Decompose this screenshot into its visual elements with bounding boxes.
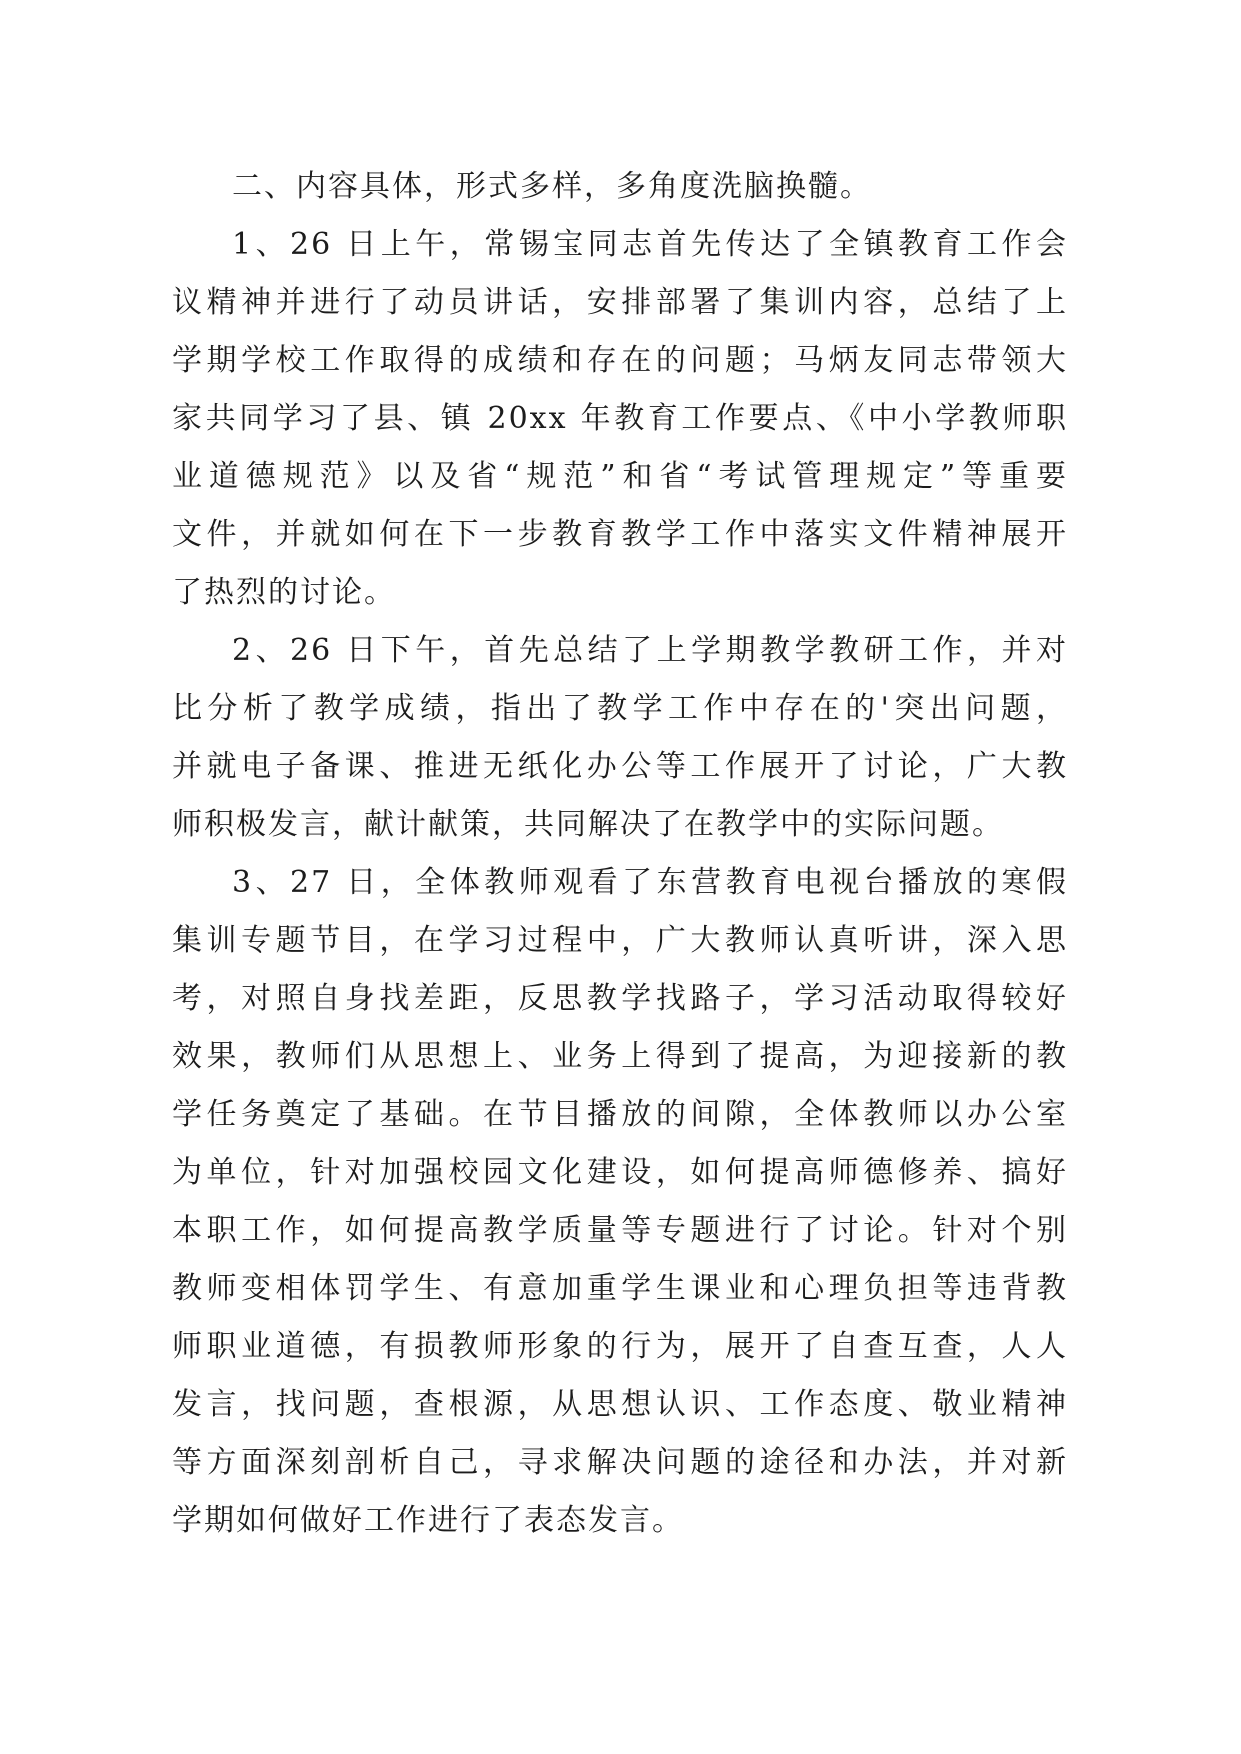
text-line: 3、27 日，全体教师观看了东营教育电视台播放的寒假 [232,865,1068,900]
paragraph [172,622,1068,854]
section-heading [172,158,1068,216]
text-line: 比分析了教学成绩，指出了教学工作中存在的'突出问题， [172,691,1068,726]
text-line: 等方面深刻剖析自己，寻求解决问题的途径和办法，并对新 [172,1445,1068,1480]
text-line: 本职工作，如何提高教学质量等专题进行了讨论。针对个别 [172,1213,1068,1248]
text-line: 师职业道德，有损教师形象的行为，展开了自查互查，人人 [172,1329,1068,1364]
text-line: 师积极发言，献计献策，共同解决了在教学中的实际问题。 [172,807,1004,842]
text-line: 发言，找问题，查根源，从思想认识、工作态度、敬业精神 [172,1387,1068,1422]
text-line: 学期如何做好工作进行了表态发言。 [172,1503,684,1538]
text-line: 学任务奠定了基础。在节目播放的间隙，全体教师以办公室 [172,1097,1068,1132]
text-line: 集训专题节目，在学习过程中，广大教师认真听讲，深入思 [172,923,1068,958]
text-line: 为单位，针对加强校园文化建设，如何提高师德修养、搞好 [172,1155,1068,1190]
text-line: 二、内容具体，形式多样，多角度洗脑换髓。 [232,169,872,204]
text-line: 了热烈的讨论。 [172,575,396,610]
text-line: 并就电子备课、推进无纸化办公等工作展开了讨论，广大教 [172,749,1068,784]
text-line: 2、26 日下午，首先总结了上学期教学教研工作，并对 [232,633,1068,668]
text-line: 议精神并进行了动员讲话，安排部署了集训内容，总结了上 [172,285,1068,320]
document-body [172,158,1068,1550]
paragraph [172,216,1068,622]
text-line: 文件，并就如何在下一步教育教学工作中落实文件精神展开 [172,517,1068,552]
text-line: 家共同学习了县、镇 20xx 年教育工作要点、《中小学教师职 [172,401,1068,436]
text-line: 学期学校工作取得的成绩和存在的问题；马炳友同志带领大 [172,343,1068,378]
text-line: 1、26 日上午，常锡宝同志首先传达了全镇教育工作会 [232,227,1068,262]
text-line: 教师变相体罚学生、有意加重学生课业和心理负担等违背教 [172,1271,1068,1306]
text-line: 业道德规范》以及省“规范”和省“考试管理规定”等重要 [172,459,1068,494]
text-line: 效果，教师们从思想上、业务上得到了提高，为迎接新的教 [172,1039,1068,1074]
text-line: 考，对照自身找差距，反思教学找路子，学习活动取得较好 [172,981,1068,1016]
paragraph [172,854,1068,1550]
